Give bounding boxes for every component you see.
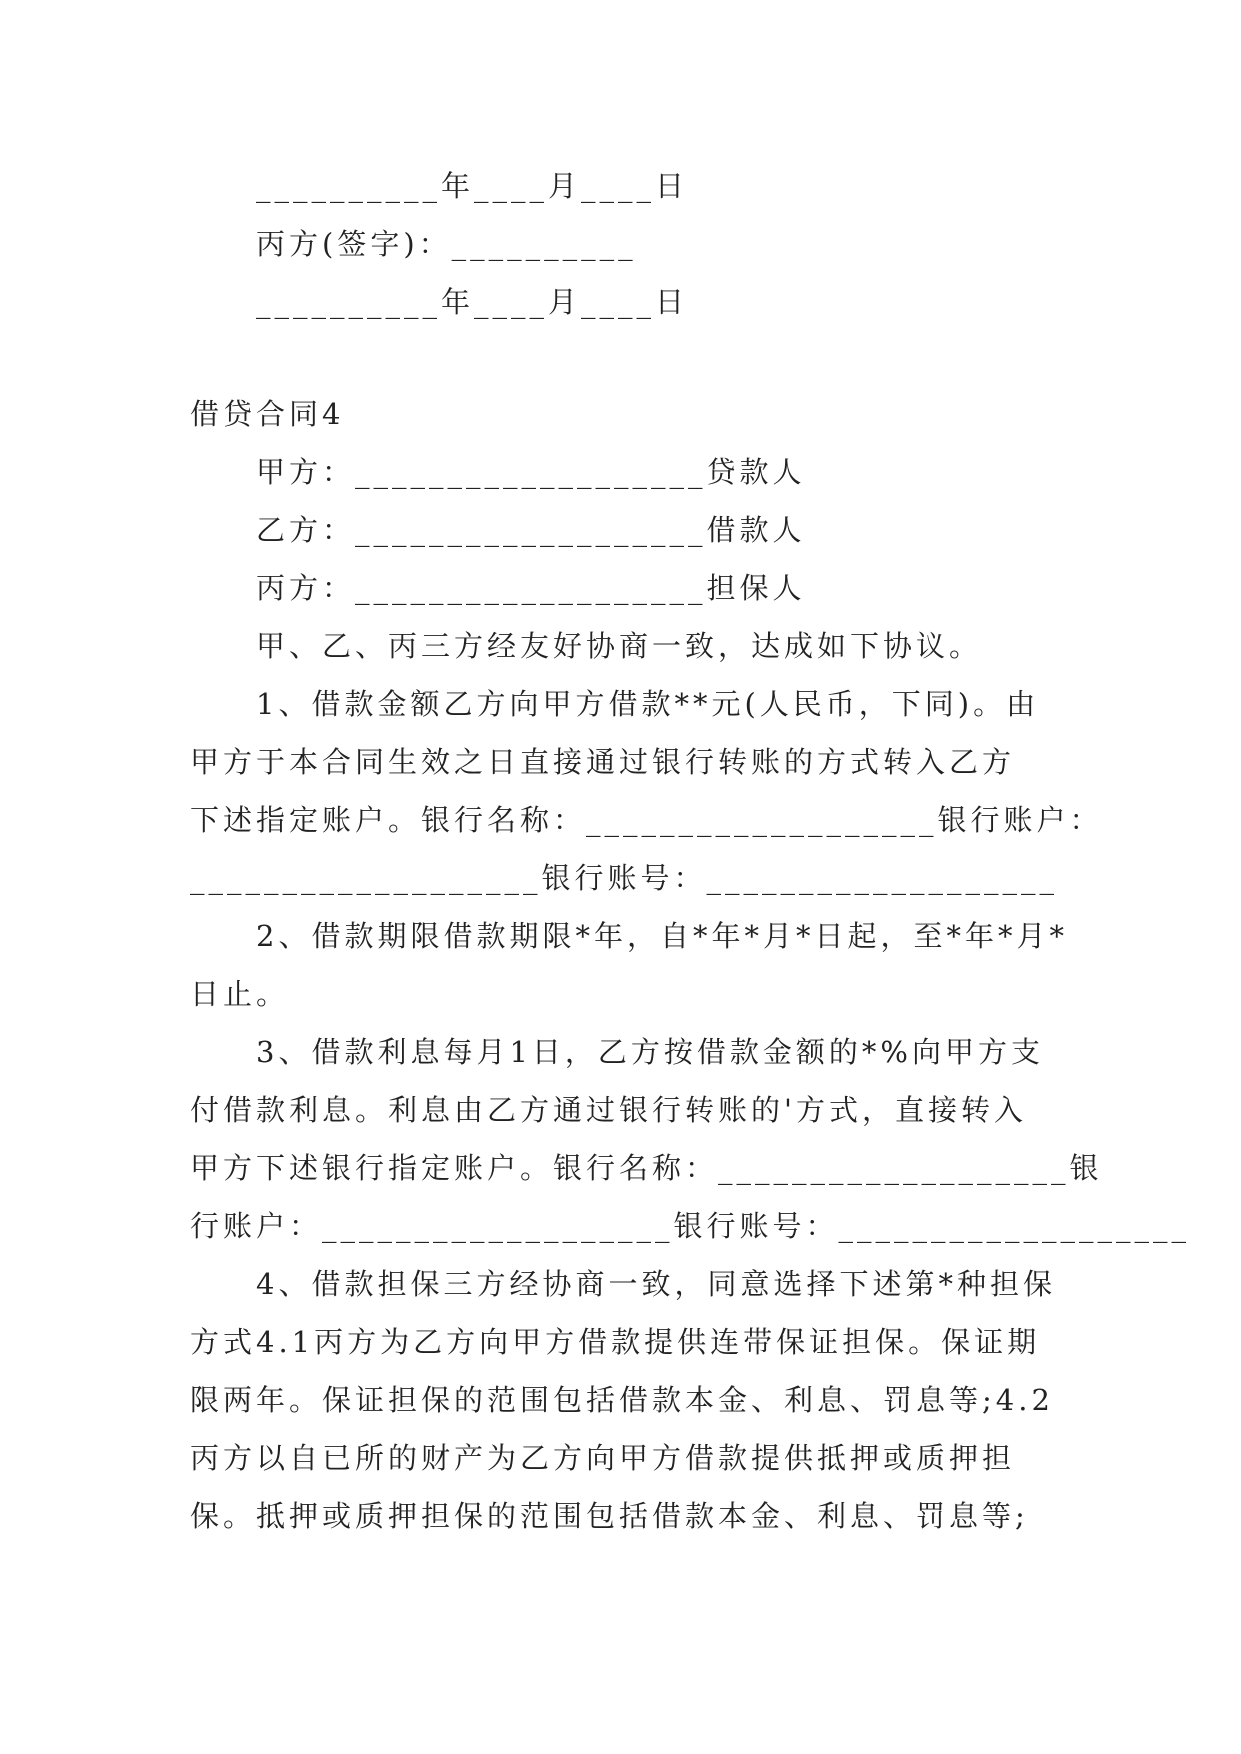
clause-2-line: 日止。 [190,977,290,1011]
signature-date-line: __________年____月____日 [256,285,689,319]
clause-3-line: 3、借款利息每月1日，乙方按借款金额的*%向甲方支 [256,1035,1044,1069]
clause-3-line: 行账户：___________________银行账号：___________________ [190,1209,1191,1243]
clause-1-line: 甲方于本合同生效之日直接通过银行转账的方式转入乙方 [190,745,1016,779]
clause-4-line: 丙方以自已所的财产为乙方向甲方借款提供抵押或质押担 [190,1441,1016,1475]
clause-1-line: ___________________银行账号：___________________ [190,861,1059,895]
clause-4-line: 方式4.1丙方为乙方向甲方借款提供连带保证担保。保证期 [190,1325,1041,1359]
clause-3-line: 付借款利息。利息由乙方通过银行转账的'方式，直接转入 [190,1093,1027,1127]
clause-1-line: 下述指定账户。银行名称：___________________银行账户： [190,803,1103,837]
clause-2-line: 2、借款期限借款期限*年，自*年*月*日起，至*年*月* [256,919,1068,953]
party-c-line: 丙方：___________________担保人 [256,571,806,605]
signature-date-line: __________年____月____日 [256,169,689,203]
clause-1-line: 1、借款金额乙方向甲方借款**元(人民币，下同)。由 [256,687,1040,721]
party-c-signature: 丙方(签字)：__________ [256,227,637,261]
clause-3-line: 甲方下述银行指定账户。银行名称：___________________银 [190,1151,1103,1185]
clause-4-line: 保。抵押或质押担保的范围包括借款本金、利息、罚息等; [190,1499,1029,1533]
party-b-line: 乙方：___________________借款人 [256,513,806,547]
intro-text: 甲、乙、丙三方经友好协商一致，达成如下协议。 [256,629,983,663]
party-a-line: 甲方：___________________贷款人 [256,455,806,489]
clause-4-line: 限两年。保证担保的范围包括借款本金、利息、罚息等;4.2 [190,1383,1054,1417]
contract-title: 借贷合同4 [190,397,345,431]
clause-4-line: 4、借款担保三方经协商一致，同意选择下述第*种担保 [256,1267,1056,1301]
